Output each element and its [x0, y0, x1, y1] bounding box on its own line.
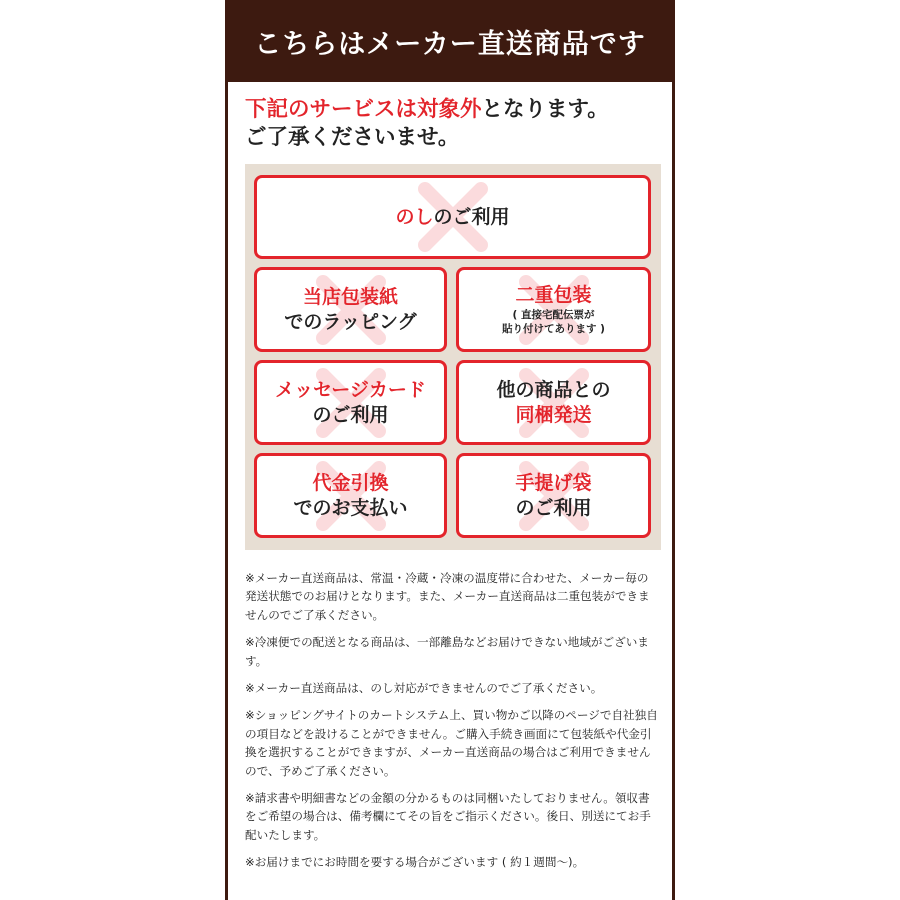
cod-line1: 代金引換: [312, 471, 389, 494]
double-packing-line1: 二重包装: [515, 284, 592, 306]
combined-shipping-line1: 他の商品との: [496, 378, 611, 401]
intro-rest: となります。: [481, 97, 609, 122]
card-cod: [254, 453, 447, 538]
store-wrapping-line2: でのラッピング: [284, 310, 417, 333]
card-handbag: [456, 453, 651, 538]
services-grid: [245, 164, 661, 550]
card-combined-shipping: [456, 360, 651, 445]
double-packing-note1: ( 直接宅配伝票が: [512, 309, 595, 321]
notes-section: [245, 569, 658, 881]
service-notice-panel: [225, 0, 675, 900]
double-packing-note2: 貼り付けてあります ): [502, 323, 605, 335]
card-message-card: [254, 360, 447, 445]
noshi-red: のし: [395, 205, 434, 228]
note-item: ※請求書や明細書などの金額の分かるものは同梱いたしておりません。領収書をご希望の場合は、備考欄にてその旨をご指示ください。後日、別送にてお手配いたします。: [245, 791, 651, 842]
card-double-packing: [456, 267, 651, 352]
noshi-black: のご利用: [433, 205, 510, 228]
intro-line-2: ご了承くださいませ。: [245, 125, 460, 150]
intro-red-part: 下記のサービスは対象外: [245, 97, 482, 122]
card-noshi-text: [395, 205, 509, 230]
header-banner: [228, 0, 672, 82]
note-item: ※お届けまでにお時間を要する場合がございます ( 約１週間〜)。: [245, 855, 585, 870]
intro-line-1: [245, 96, 662, 124]
note-item: ※メーカー直送商品は、のし対応ができませんのでご了承ください。: [245, 681, 603, 696]
header-title: こちらはメーカー直送商品です: [254, 28, 646, 60]
note-item: ※ショッピングサイトのカートシステム上、買い物かご以降のページで自社独自の項目などを設けることができません。ご購入手続き画面にて包装紙や代金引換を選択することができますが、メーカー直送商品の場合はご利用できませんので、予めご了承ください。: [245, 708, 658, 778]
store-wrapping-line1: 当店包装紙: [302, 285, 398, 308]
message-card-line2: のご利用: [312, 403, 389, 426]
note-item: ※メーカー直送商品は、常温・冷蔵・冷凍の温度帯に合わせた、メーカー毎の発送状態でのお届けとなります。また、メーカー直送商品は二重包装ができませんのでご了承ください。: [245, 571, 650, 622]
card-noshi: [254, 175, 651, 259]
cod-line2: でのお支払い: [293, 496, 408, 519]
handbag-line1: 手提げ袋: [515, 471, 592, 494]
combined-shipping-line2: 同梱発送: [515, 403, 592, 426]
intro-text: [245, 96, 662, 152]
note-item: ※冷凍便での配送となる商品は、一部離島などお届けできない地域がございます。: [245, 635, 649, 668]
handbag-line2: のご利用: [515, 496, 592, 519]
message-card-line1: メッセージカード: [275, 378, 426, 401]
card-store-wrapping: [254, 267, 447, 352]
